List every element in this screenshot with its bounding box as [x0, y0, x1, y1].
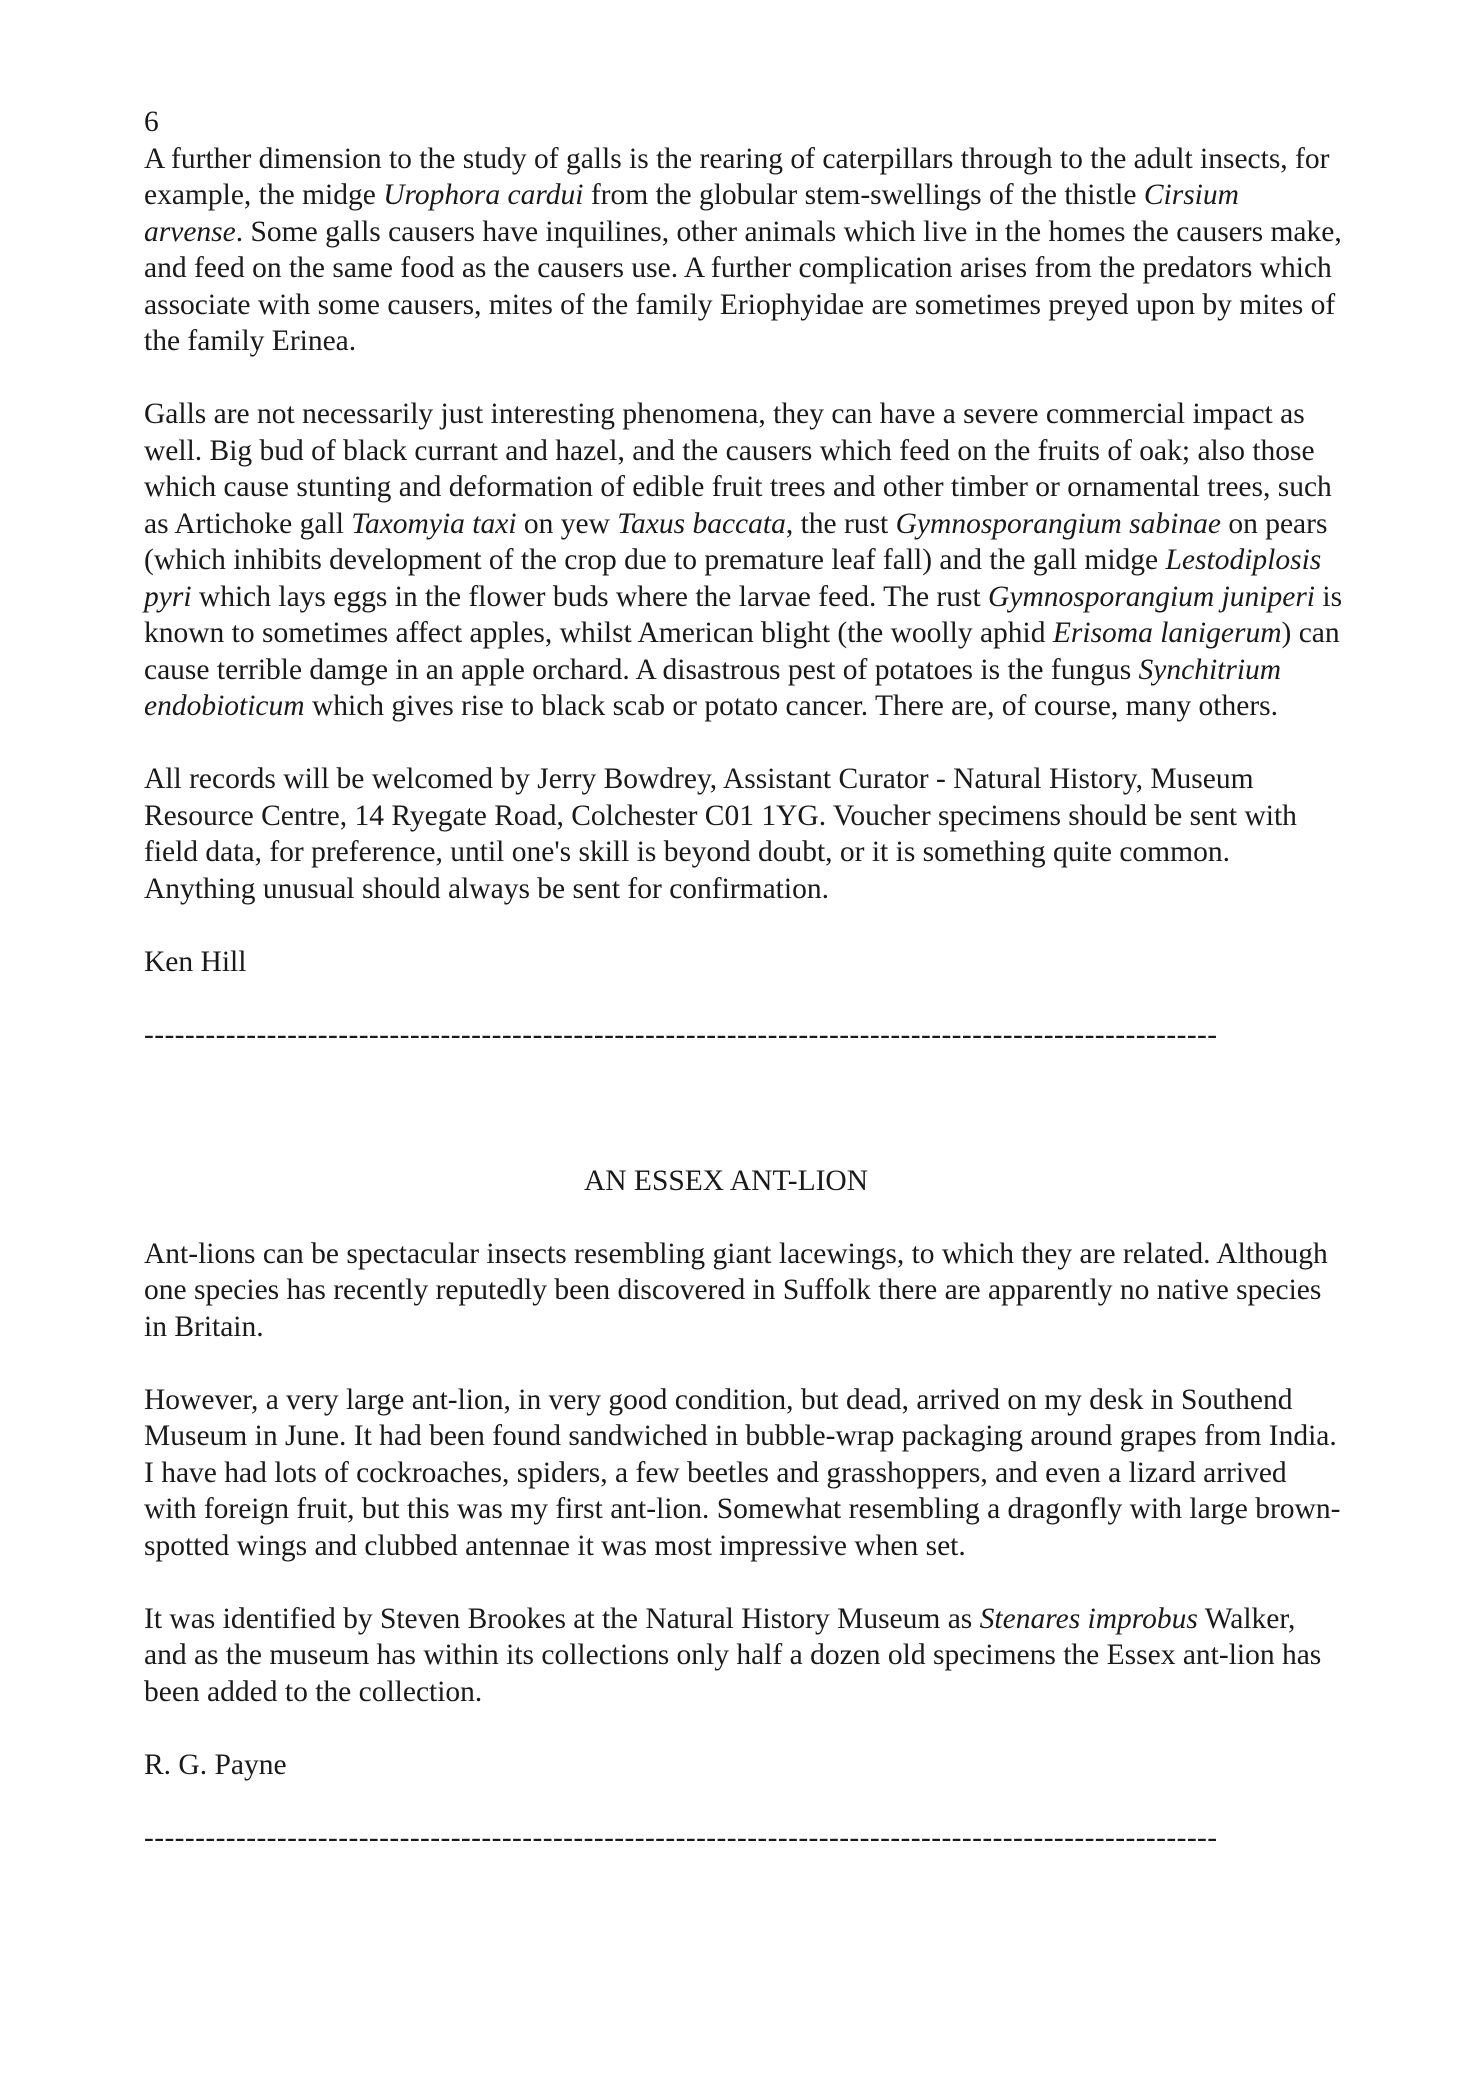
galls-paragraph-3: All records will be welcomed by Jerry Bowdrey, Assistant Curator - Natural History, Museum Resource Centre, 14 Ryegate Road, Colchester C01 1YG. Voucher specimens should be sent with field data, for preference, until one's skill is beyond doubt, or it is something quite common. Anything unusual should always be sent for confirmation.	[144, 763, 1297, 905]
antlion-paragraph-3	[144, 1601, 1344, 1711]
document-page	[144, 104, 1344, 1893]
antlion-author: R. G. Payne	[144, 1748, 287, 1781]
section-separator-bottom: ---------------------------------------------------------------------------------------------------------	[144, 1821, 1218, 1854]
text-run: , the rust	[785, 507, 896, 540]
galls-author: Ken Hill	[144, 945, 247, 978]
antlion-paragraph-2: However, a very large ant-lion, in very good condition, but dead, arrived on my desk in Southend Museum in June. It had been found sandwiched in bubble-wrap packaging around grapes from India. I have had lots of cockroaches, spiders, a few beetles and grasshoppers, and even a lizard arrived with foreign fruit, but this was my first ant-lion. Somewhat resembling a dragonfly with large brown-spotted wings and clubbed antennae it was most impressive when set.	[144, 1383, 1341, 1562]
text-run: from the globular stem-swellings of the thistle	[583, 179, 1144, 211]
species-name: Taxus baccata	[617, 507, 786, 540]
species-name: Gymnosporangium sabinae	[895, 507, 1221, 540]
text-run: is known to sometimes affect apples, whilst American blight (the woolly aphid	[144, 580, 1343, 649]
species-name: Lestodiplosis pyri	[144, 544, 1322, 613]
species-name: Gymnosporangium juniperi	[988, 580, 1315, 613]
text-run: . Some galls causers have inquilines, other animals which live in the homes the causers make, and feed on the same food as the causers use. A further complication arises from the predators which associate with some causers, mites of the family Eriophyidae are sometimes preyed upon by mites of the family Erinea.	[144, 215, 1342, 357]
text-run: ) can cause terrible damge in an apple orchard. A disastrous pest of potatoes is the fungus	[144, 617, 1340, 686]
species-name: Synchitrium endobioticum	[144, 653, 1282, 722]
section-separator: ---------------------------------------------------------------------------------------------------------	[144, 1018, 1218, 1051]
page-number: 6	[144, 106, 159, 138]
galls-paragraph-2	[144, 396, 1344, 725]
species-name: Taxomyia taxi	[351, 507, 517, 540]
text-run: which lays eggs in the flower buds where the larvae feed. The rust	[191, 580, 989, 613]
species-name: Stenares improbus	[979, 1602, 1198, 1635]
section-gap	[144, 1090, 1344, 1163]
galls-paragraph-1	[144, 141, 1344, 360]
species-name: Urophora cardui	[383, 179, 584, 211]
article-title: AN ESSEX ANT-LION	[583, 1164, 869, 1197]
antlion-paragraph-1: Ant-lions can be spectacular insects resembling giant lacewings, to which they are related. Although one species has recently reputedly been discovered in Suffolk there are apparently no native species in Britain.	[144, 1237, 1328, 1343]
text-run: Galls are not necessarily just interesting phenomena, they can have a severe commercial impact as well. Big bud of black currant and hazel, and the causers which feed on the fruits of oak; also those which cause stunting and deformation of edible fruit trees and other timber or ornamental trees, such as Artichoke gall	[144, 398, 1332, 540]
text-run: on yew	[516, 507, 618, 540]
species-name: Cirsium arvense	[144, 179, 1239, 248]
text-run: A further dimension to the study of galls is the rearing of caterpillars through to the adult insects, for example, the midge	[144, 142, 1330, 211]
text-run: on pears (which inhibits development of the crop due to premature leaf fall) and the gall midge	[144, 507, 1328, 576]
text-run: which gives rise to black scab or potato cancer. There are, of course, many others.	[304, 690, 1279, 722]
species-name: Erisoma lanigerum	[1052, 617, 1282, 649]
text-run: It was identified by Steven Brookes at the Natural History Museum as	[144, 1602, 980, 1635]
text-run: Walker, and as the museum has within its collections only half a dozen old specimens the Essex ant-lion has been added to the collection.	[144, 1602, 1322, 1708]
